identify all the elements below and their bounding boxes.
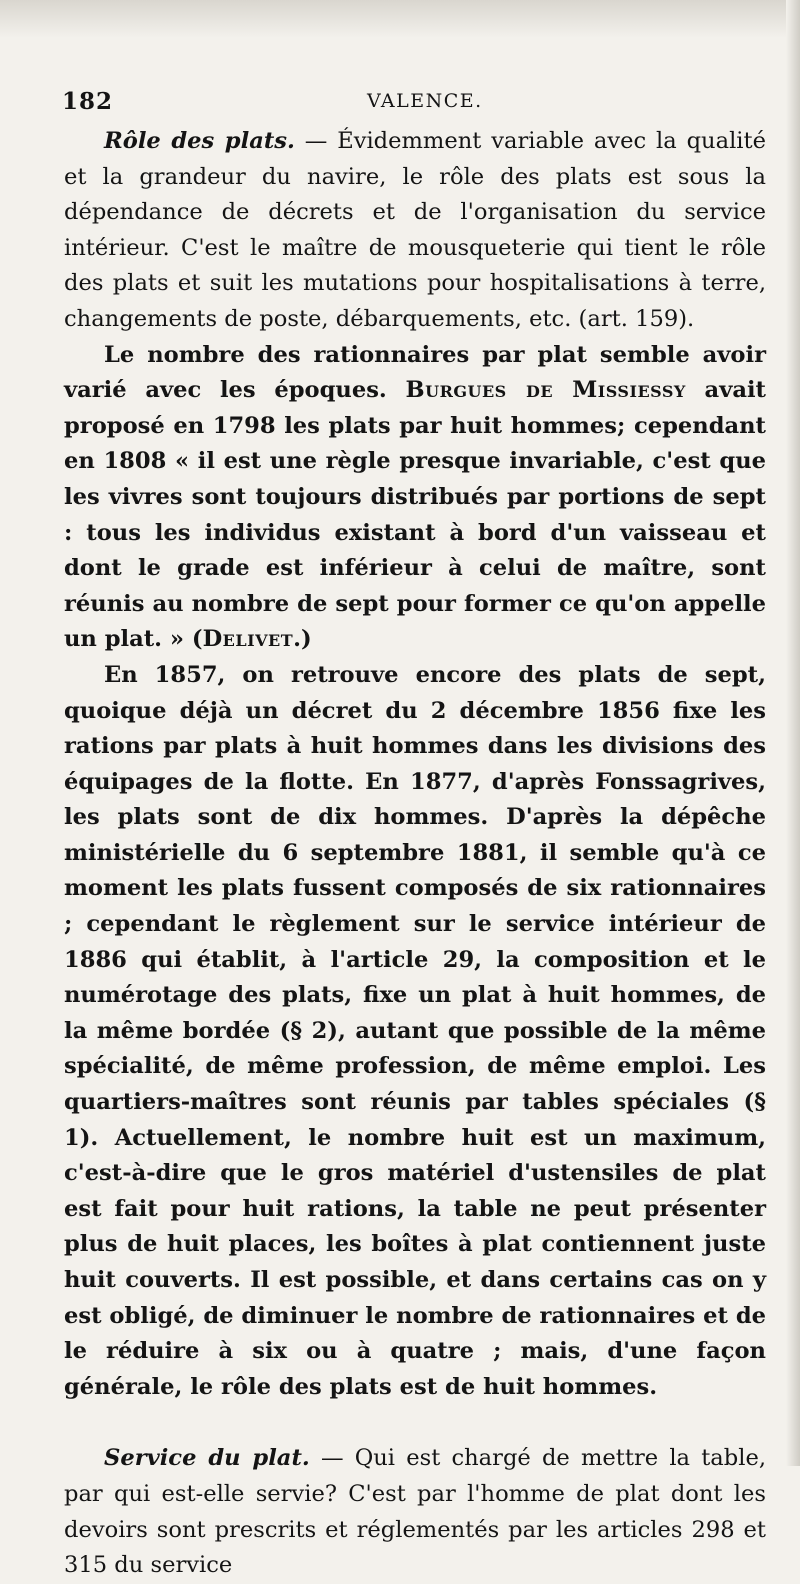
page-number: 182: [62, 88, 114, 115]
section-heading-role-des-plats: Rôle des plats.: [104, 128, 295, 154]
paragraph-nombre-rationnaires: [64, 338, 766, 658]
running-header: [62, 84, 762, 124]
running-title: VALENCE.: [367, 90, 483, 112]
body-text: [64, 124, 766, 1584]
author-name-missiessy: Burgues de Missiessy: [405, 377, 686, 404]
paragraph-text: — Évidemment variable avec la qualité et la grandeur du navire, le rôle des plats est sous la dépendance de décrets et de l'organisation du service intérieur. C'est le maître de mousqueterie qui tient le rôle des plats et suit les mutations pour hospitalisations à terre, changements de poste, débarquements, etc. (art. 159).: [64, 128, 766, 332]
page-right-edge: [786, 0, 800, 1466]
paragraph-service-du-plat: [64, 1441, 766, 1583]
paragraph-text: .): [293, 626, 312, 653]
author-name-delivet: Delivet: [202, 626, 294, 653]
page-top-shadow: [0, 0, 800, 38]
paragraph-text: — Qui est chargé de mettre la table, par qui est-elle servie? C'est par l'homme de plat dont les devoirs sont prescrits et réglementés par les articles 298 et 315 du service: [64, 1445, 767, 1579]
paragraph-historique-plats: En 1857, on retrouve encore des plats de sept, quoique déjà un décret du 2 décembre 1856 fixe les rations par plats à huit hommes dans les divisions des équipages de la flotte. En 1877, d'après Fonssagrives, les plats sont de dix hommes. D'après la dépêche ministérielle du 6 septembre 1881, il semble qu'à ce moment les plats fussent composés de six rationnaires ; cependant le règlement sur le service intérieur de 1886 qui établit, à l'article 29, la composition et le numérotage des plats, fixe un plat à huit hommes, de la même bordée (§ 2), autant que possible de la même spécialité, de même profession, de même emploi. Les quartiers-maîtres sont réunis par tables spéciales (§ 1). Actuellement, le nombre huit est un maximum, c'est-à-dire que le gros matériel d'ustensiles de plat est fait pour huit rations, la table ne peut présenter plus de huit places, les boîtes à plat contiennent juste huit couverts. Il est possible, et dans certains cas on y est obligé, de diminuer le nombre de rationnaires et de le réduire à six ou à quatre ; mais, d'une façon générale, le rôle des plats est de huit hommes.: [64, 661, 766, 1400]
paragraph-role-des-plats: [64, 124, 766, 338]
paragraph-text: Le nombre des rationnaires par plat semble avoir varié avec les époques.: [64, 341, 766, 404]
paragraph-text: avait proposé en 1798 les plats par huit hommes; cependant en 1808 « il est une règle presque invariable, c'est que les vivres sont toujours distribués par portions de sept : tous les individus existant à bord d'un vaisseau et dont le grade est inférieur à celui de maître, sont réunis au nombre de sept pour former ce qu'on appelle un plat. » (: [64, 377, 766, 653]
section-heading-service-du-plat: Service du plat.: [104, 1445, 310, 1472]
